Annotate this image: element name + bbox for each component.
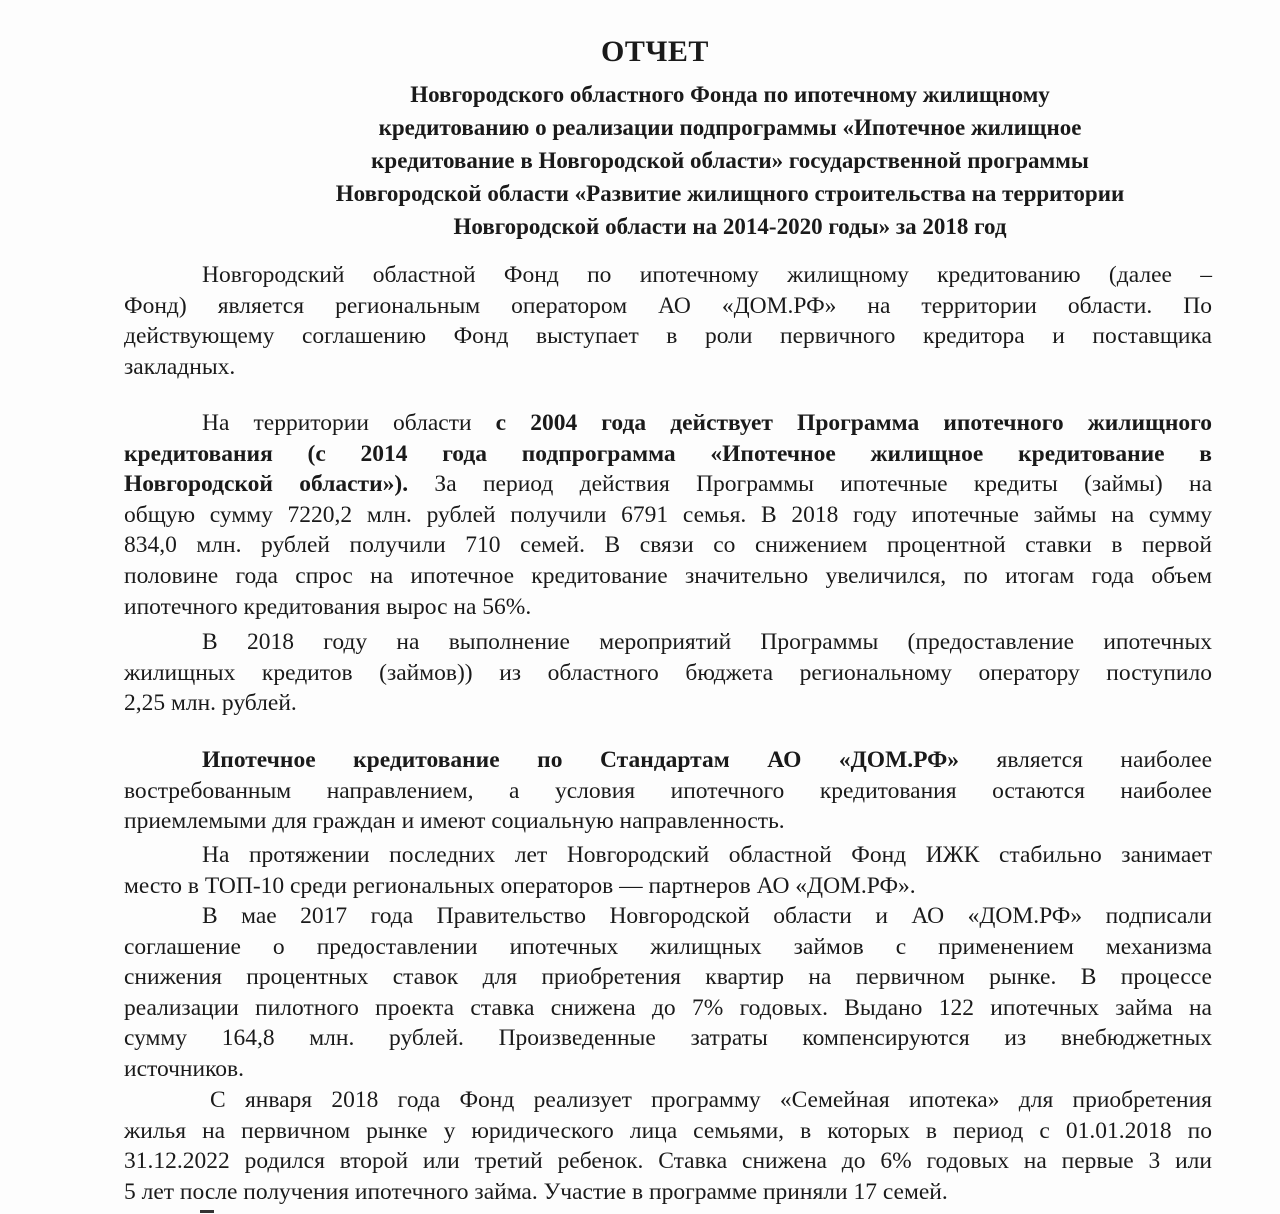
text-line: 31.12.2022 родился второй или третий ребенок. Ставка снижена до 6% годовых на первые 3 или — [124, 1148, 1212, 1175]
text-normal: является наиболее — [959, 747, 1213, 773]
text-line: 5 лет после получения ипотечного займа. Участие в программе приняли 17 семей. — [124, 1178, 948, 1205]
paragraph-top10 — [124, 840, 1212, 901]
text-line: В мае 2017 года Правительство Новгородской области и АО «ДОМ.РФ» подписали — [202, 903, 1212, 929]
text-line: снижения процентных ставок для приобретения квартир на первичном рынке. В процессе — [124, 964, 1212, 991]
text-line: закладных. — [124, 353, 236, 380]
text-line: жилищных кредитов (займов)) из областного бюджета региональному оператору поступило — [124, 659, 1212, 686]
document-subtitle — [230, 78, 1230, 243]
text-line: 834,0 млн. рублей получили 710 семей. В связи со снижением процентной ставки в первой — [124, 532, 1212, 559]
text-bold: Ипотечное кредитование по Стандартам АО «ДОМ.РФ» — [202, 747, 960, 773]
text-line: ипотечного кредитования вырос на 56%. — [124, 593, 532, 620]
text-line: общую сумму 7220,2 млн. рублей получили 6791 семья. В 2018 году ипотечные займы на сумму — [124, 501, 1212, 528]
text-line: 2,25 млн. рублей. — [124, 690, 297, 717]
text-line: сумму 164,8 млн. рублей. Произведенные затраты компенсируются из внебюджетных — [124, 1025, 1212, 1052]
subtitle-line: Новгородской области «Развитие жилищного строительства на территории — [335, 181, 1125, 206]
text-line: На протяжении последних лет Новгородский областной Фонд ИЖК стабильно занимает — [202, 842, 1212, 868]
text-line: половине года спрос на ипотечное кредитование значительно увеличился, по итогам года объем — [124, 562, 1212, 589]
document-title: ОТЧЕТ — [601, 35, 709, 68]
paragraph-standards — [124, 745, 1212, 837]
subtitle-line: кредитование в Новгородской области» государственной программы — [371, 148, 1089, 173]
text-line — [124, 469, 1212, 500]
paragraph-budget — [124, 627, 1212, 719]
text-line: Фонд) является региональным оператором АО «ДОМ.РФ» на территории области. По — [124, 292, 1212, 319]
text-line — [124, 408, 1212, 439]
text-line: кредитования (с 2014 года подпрограмма «Ипотечное жилищное кредитование в — [124, 440, 1212, 467]
text-line: реализации пилотного проекта ставка снижена до 7% годовых. Выдано 122 ипотечных займа на — [124, 994, 1212, 1021]
text-line: соглашение о предоставлении ипотечных жилищных займов с применением механизма — [124, 933, 1212, 960]
subtitle-line: Новгородской области на 2014-2020 годы» за 2018 год — [453, 214, 1007, 239]
paragraph-program — [124, 408, 1212, 622]
text-line: Новгородский областной Фонд по ипотечному жилищному кредитованию (далее – — [202, 262, 1212, 288]
subtitle-line: кредитованию о реализации подпрограммы «Ипотечное жилищное — [378, 115, 1082, 140]
text-line: С января 2018 года Фонд реализует программу «Семейная ипотека» для приобретения — [210, 1087, 1212, 1113]
text-line: место в ТОП-10 среди региональных операторов — партнеров АО «ДОМ.РФ». — [124, 872, 916, 899]
text-line: приемлемыми для граждан и имеют социальную направленность. — [124, 808, 785, 835]
text-bold: Новгородской области»). — [124, 471, 409, 498]
text-line: В 2018 году на выполнение мероприятий Программы (предоставление ипотечных — [202, 629, 1212, 655]
text-line: жилья на первичном рынке у юридического лица семьями, в которых в период с 01.01.2018 по — [124, 1117, 1212, 1144]
text-line: востребованным направлением, а условия ипотечного кредитования остаются наиболее — [124, 777, 1212, 804]
text-line — [124, 745, 1212, 776]
text-line: источников. — [124, 1055, 245, 1082]
paragraph-agreement-2017 — [124, 901, 1212, 1085]
text-normal: За период действия Программы ипотечные кредиты (займы) на — [408, 471, 1213, 498]
paragraph-family-mortgage — [124, 1085, 1212, 1207]
text-normal: На территории области — [202, 410, 496, 436]
paragraph-fund-intro — [124, 260, 1212, 382]
text-bold: с 2004 года действует Программа ипотечного жилищного — [495, 410, 1212, 436]
text-line: действующему соглашению Фонд выступает в роли первичного кредитора и поставщика — [124, 323, 1212, 350]
cut-off-text-fragment — [200, 1204, 240, 1214]
subtitle-line: Новгородского областного Фонда по ипотечному жилищному — [410, 82, 1050, 107]
